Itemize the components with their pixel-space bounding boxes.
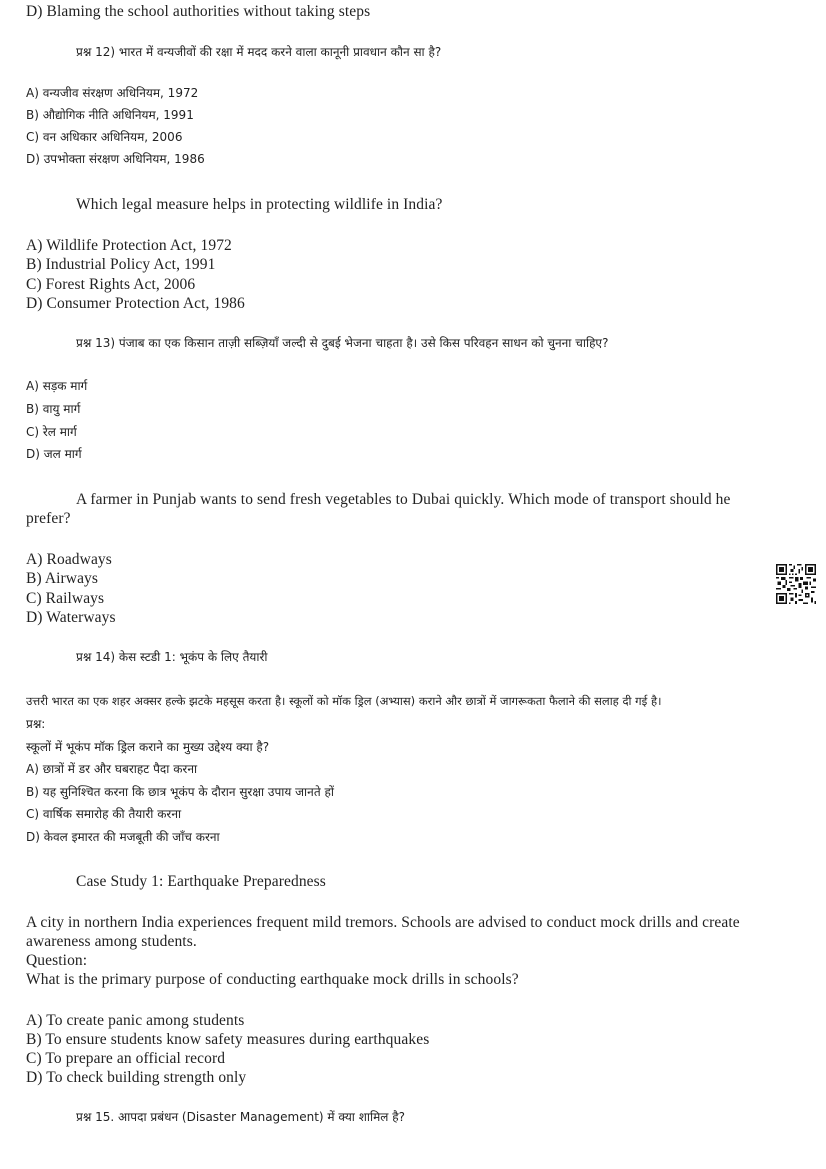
q12-english-option-d: D) Consumer Protection Act, 1986 (26, 295, 245, 312)
q14-hindi-option-b: B) यह सुनिश्चित करना कि छात्र भूकंप के दौरान सुरक्षा उपाय जानते हों (26, 785, 334, 799)
q12-english-option-a: A) Wildlife Protection Act, 1972 (26, 237, 232, 254)
q12-english-option-c: C) Forest Rights Act, 2006 (26, 276, 196, 293)
q14-hindi-question: स्कूलों में भूकंप मॉक ड्रिल कराने का मुख्य उद्देश्य क्या है? (26, 740, 270, 754)
q14-hindi-option-c: C) वार्षिक समारोह की तैयारी करना (26, 807, 182, 821)
q12-hindi-option-c: C) वन अधिकार अधिनियम, 2006 (26, 130, 183, 144)
q11-option-d: D) Blaming the school authorities without taking steps (26, 3, 371, 20)
q13-hindi-option-d: D) जल मार्ग (26, 447, 82, 461)
q13-hindi-option-a: A) सड़क मार्ग (26, 379, 88, 393)
q14-hindi-option-a: A) छात्रों में डर और घबराहट पैदा करना (26, 762, 198, 776)
q12-hindi-question: प्रश्न 12) भारत में वन्यजीवों की रक्षा में मदद करने वाला कानूनी प्रावधान कौन सा है? (76, 45, 442, 59)
q13-english-option-b: B) Airways (26, 570, 99, 587)
q14-english-option-a: A) To create panic among students (26, 1012, 245, 1029)
q14-english-passage-line1: A city in northern India experiences frequent mild tremors. Schools are advised to conduct mock drills and create (26, 914, 740, 931)
q12-hindi-option-a: A) वन्यजीव संरक्षण अधिनियम, 1972 (26, 86, 199, 100)
q14-hindi-question-label: प्रश्न: (26, 717, 46, 731)
q13-english-question-line2: prefer? (26, 510, 71, 527)
qr-code-icon (776, 564, 816, 604)
q14-english-option-c: C) To prepare an official record (26, 1050, 226, 1067)
q14-english-heading: Case Study 1: Earthquake Preparedness (76, 873, 326, 890)
q13-english-option-c: C) Railways (26, 590, 105, 607)
q14-hindi-heading: प्रश्न 14) केस स्टडी 1: भूकंप के लिए तैयारी (76, 650, 268, 664)
q12-english-option-b: B) Industrial Policy Act, 1991 (26, 256, 216, 273)
q14-english-option-b: B) To ensure students know safety measures during earthquakes (26, 1031, 430, 1048)
q14-hindi-passage: उत्तरी भारत का एक शहर अक्सर हल्के झटके महसूस करता है। स्कूलों को मॉक ड्रिल (अभ्यास) कराने और छात्रों में जागरूकता फैलाने की सलाह दी गई है। (26, 694, 662, 708)
q13-english-option-a: A) Roadways (26, 551, 112, 568)
q15-hindi-question: प्रश्न 15. आपदा प्रबंधन (Disaster Management) में क्या शामिल है? (76, 1110, 405, 1124)
q13-hindi-option-b: B) वायु मार्ग (26, 402, 81, 416)
q14-english-question-label: Question: (26, 952, 88, 969)
q12-hindi-option-d: D) उपभोक्ता संरक्षण अधिनियम, 1986 (26, 152, 205, 166)
q13-english-option-d: D) Waterways (26, 609, 116, 626)
q13-hindi-option-c: C) रेल मार्ग (26, 425, 77, 439)
q12-hindi-option-b: B) औद्योगिक नीति अधिनियम, 1991 (26, 108, 194, 122)
q14-english-option-d: D) To check building strength only (26, 1069, 247, 1086)
q14-hindi-option-d: D) केवल इमारत की मजबूती की जाँच करना (26, 830, 220, 844)
q13-english-question-line1: A farmer in Punjab wants to send fresh vegetables to Dubai quickly. Which mode of transport should he (76, 491, 731, 508)
q12-english-question: Which legal measure helps in protecting wildlife in India? (76, 196, 443, 213)
q14-english-question: What is the primary purpose of conducting earthquake mock drills in schools? (26, 971, 519, 988)
q13-hindi-question: प्रश्न 13) पंजाब का एक किसान ताज़ी सब्ज़ियाँ जल्दी से दुबई भेजना चाहता है। उसे किस परिवहन साधन को चुनना चाहिए? (76, 336, 609, 350)
q14-english-passage-line2: awareness among students. (26, 933, 197, 950)
